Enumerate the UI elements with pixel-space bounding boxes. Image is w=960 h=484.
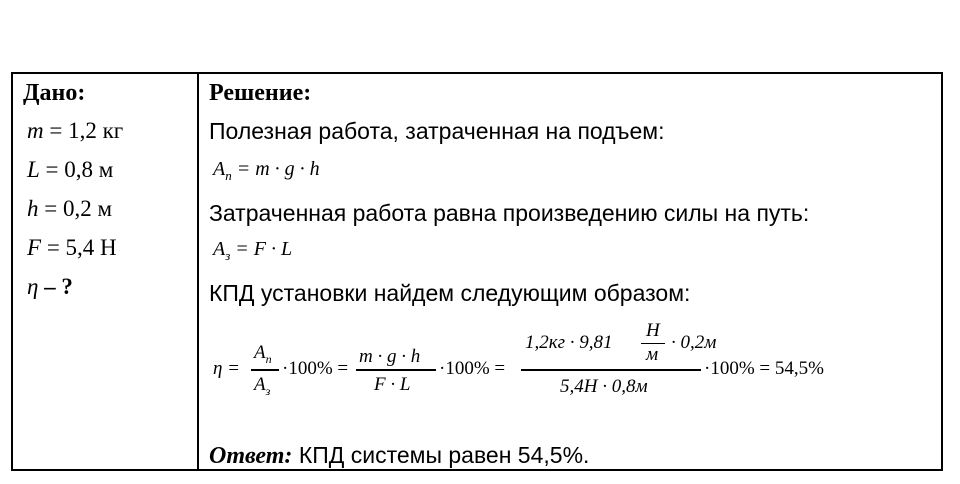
given-row-efficiency (27, 274, 73, 300)
eq-symbol: A (254, 374, 266, 395)
given-cell (13, 74, 197, 469)
given-symbol: η (27, 274, 39, 299)
eq-frac1-denominator (254, 374, 270, 399)
given-value: = 1,2 кг (49, 118, 124, 143)
answer-line (209, 442, 589, 470)
formula-lhs: A (213, 158, 226, 180)
given-symbol: F (27, 235, 42, 260)
formula-rhs: = m · g · h (231, 158, 320, 180)
eq-frac2-denominator: F · L (374, 374, 411, 395)
formula-subscript: п (225, 168, 232, 183)
solution-heading: Решение: (209, 80, 312, 106)
eq-subscript: з (265, 383, 271, 398)
given-row-height (27, 196, 112, 222)
formula-spent-work (213, 238, 292, 264)
given-row-length (27, 157, 113, 183)
answer-text: КПД системы равен 54,5%. (292, 442, 590, 468)
given-symbol: m (27, 118, 44, 143)
eq-frac2-numerator: m · g · h (359, 346, 421, 367)
given-value: = 0,8 м (45, 157, 114, 182)
eq-frac3-denominator: 5,4Н · 0,8м (560, 376, 648, 397)
eq-frac3-numerator-b: · 0,2м (671, 332, 717, 353)
solution-line-spent-work: Затраченная работа равна произведению силы на путь: (209, 200, 810, 226)
eq-symbol: A (254, 342, 266, 363)
eq-eta: η = (213, 358, 240, 379)
given-value: = 5,4 Н (46, 235, 117, 260)
eq-unit-bottom: м (646, 344, 659, 365)
eq-frac2-bar (356, 369, 436, 371)
given-row-mass (27, 118, 123, 144)
eq-frac3-bar (521, 369, 701, 371)
given-value: = 0,2 м (44, 196, 113, 221)
solution-cell (199, 74, 941, 469)
eq-result: ·100% = 54,5% (704, 358, 824, 379)
formula-lhs: A (213, 238, 226, 260)
eq-unit-top: Н (646, 320, 660, 341)
formula-rhs: = F · L (230, 238, 293, 260)
formula-useful-work (213, 158, 320, 184)
eq-frac1-numerator (254, 342, 272, 367)
given-heading: Дано: (23, 80, 86, 106)
solution-table (11, 72, 943, 471)
eq-percent-1: ·100% = (282, 358, 349, 379)
given-row-force (27, 235, 117, 261)
given-symbol: h (27, 196, 39, 221)
eq-frac3-numerator-a: 1,2кг · 9,81 (525, 332, 613, 353)
formula-subscript: з (225, 248, 231, 263)
answer-label: Ответ: (209, 443, 293, 469)
solution-line-efficiency: КПД установки найдем следующим образом: (209, 280, 691, 306)
eq-percent-2: ·100% = (439, 358, 506, 379)
eq-subscript: п (265, 351, 272, 366)
eq-frac1-bar (251, 369, 279, 371)
given-symbol: L (27, 157, 40, 182)
given-value: – ? (44, 274, 73, 299)
solution-line-useful-work: Полезная работа, затраченная на подъем: (209, 118, 665, 144)
